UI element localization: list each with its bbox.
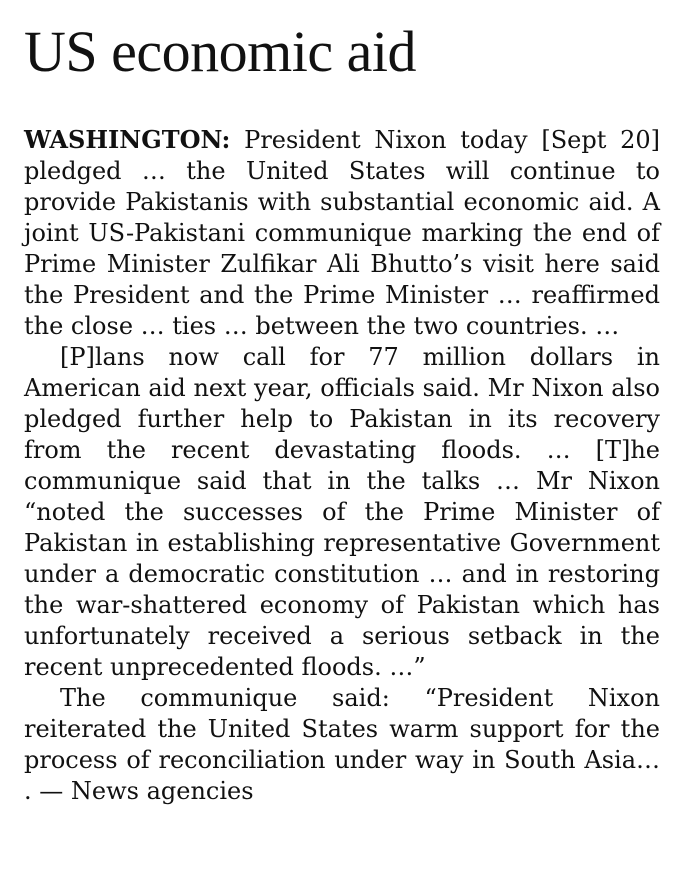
article [24,20,660,807]
paragraph-3: The communique said: “President Nixon reiterated the United States warm support for the process of reconciliation under way in South Asia… . — News agencies [24,684,660,805]
dateline: WASHINGTON: [24,125,231,154]
paragraph-2: [P]lans now call for 77 million dollars in American aid next year, officials said. Mr Nixon also pledged further help to Pakistan in its recovery from the recent devastating floods. … [T]he communique said that in the talks … Mr Nixon “noted the successes of the Prime Minister of Pakistan in establishing representative Government under a democratic constitution … and in restoring the war-shattered economy of Pakistan which has unfortunately received a serious setback in the recent unprecedented floods. …” [24,343,660,681]
headline: US economic aid [24,19,416,84]
paragraph-1-text: President Nixon today [Sept 20] pledged … the United States will continue to provide Pakistanis with substantial economic aid. A joint US-Pakistani communique marking the end of Prime Minister Zulfikar Ali Bhutto’s visit here said the President and the Prime Minister … reaffirmed the close … ties … between the two countries. … [24,126,660,340]
article-body [24,124,660,807]
paragraph-1 [24,124,660,342]
